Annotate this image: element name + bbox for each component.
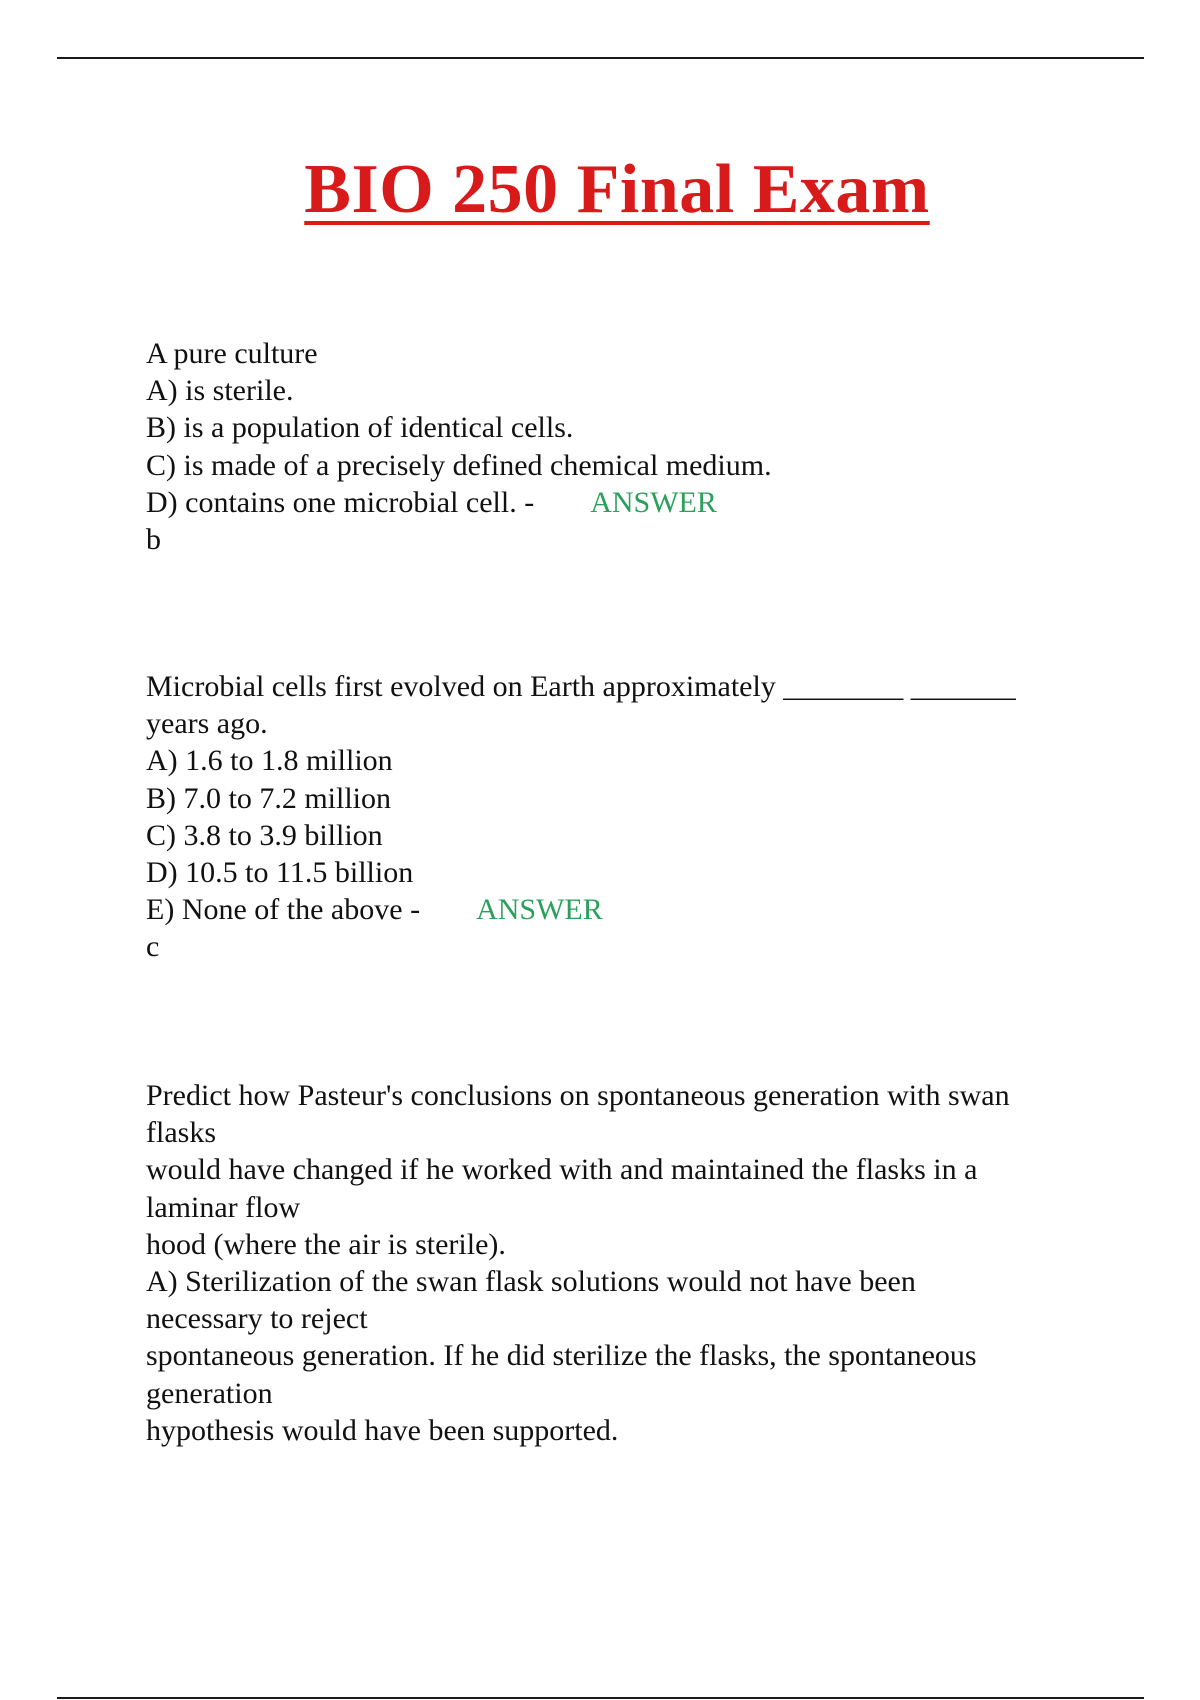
question-3 <box>146 1077 1086 1449</box>
option-a: spontaneous generation. If he did sterilize the flasks, the spontaneous <box>146 1339 977 1373</box>
option-a: necessary to reject <box>146 1302 368 1336</box>
question-stem: flasks <box>146 1116 216 1150</box>
question-stem: Predict how Pasteur's conclusions on spontaneous generation with swan <box>146 1079 1010 1112</box>
option-d: D) contains one microbial cell. - <box>146 485 535 519</box>
option-e: E) None of the above - <box>146 893 421 927</box>
option-b: B) 7.0 to 7.2 million <box>146 781 392 815</box>
question-stem: hood (where the air is sterile). <box>146 1227 506 1261</box>
answer-label: ANSWER <box>590 485 717 519</box>
question-1 <box>146 335 1086 558</box>
option-a: hypothesis would have been supported. <box>146 1413 619 1447</box>
option-c: C) 3.8 to 3.9 billion <box>146 818 383 852</box>
option-d: D) 10.5 to 11.5 billion <box>146 856 414 890</box>
page-title <box>0 150 1200 230</box>
option-b: B) is a population of identical cells. <box>146 411 574 445</box>
question-stem: A pure culture <box>146 337 318 370</box>
question-2 <box>146 668 1086 966</box>
option-a: A) 1.6 to 1.8 million <box>146 744 393 778</box>
page-title-text: BIO 250 Final Exam <box>304 151 930 228</box>
option-e-with-answer-tag <box>146 891 1086 928</box>
bottom-divider <box>57 1697 1144 1699</box>
option-a: A) Sterilization of the swan flask solutions would not have been <box>146 1265 916 1299</box>
question-stem: Microbial cells first evolved on Earth approximately ________ _______ <box>146 670 1016 703</box>
question-stem: would have changed if he worked with and maintained the flasks in a <box>146 1153 978 1187</box>
answer-value: b <box>146 523 161 557</box>
answer-label: ANSWER <box>476 893 603 927</box>
option-a: generation <box>146 1376 273 1410</box>
option-d-with-answer-tag <box>146 484 1086 521</box>
option-a: A) is sterile. <box>146 374 294 408</box>
option-c: C) is made of a precisely defined chemical medium. <box>146 448 772 482</box>
question-stem: years ago. <box>146 707 268 741</box>
answer-value: c <box>146 930 160 964</box>
top-divider <box>57 57 1144 59</box>
question-stem: laminar flow <box>146 1190 301 1224</box>
